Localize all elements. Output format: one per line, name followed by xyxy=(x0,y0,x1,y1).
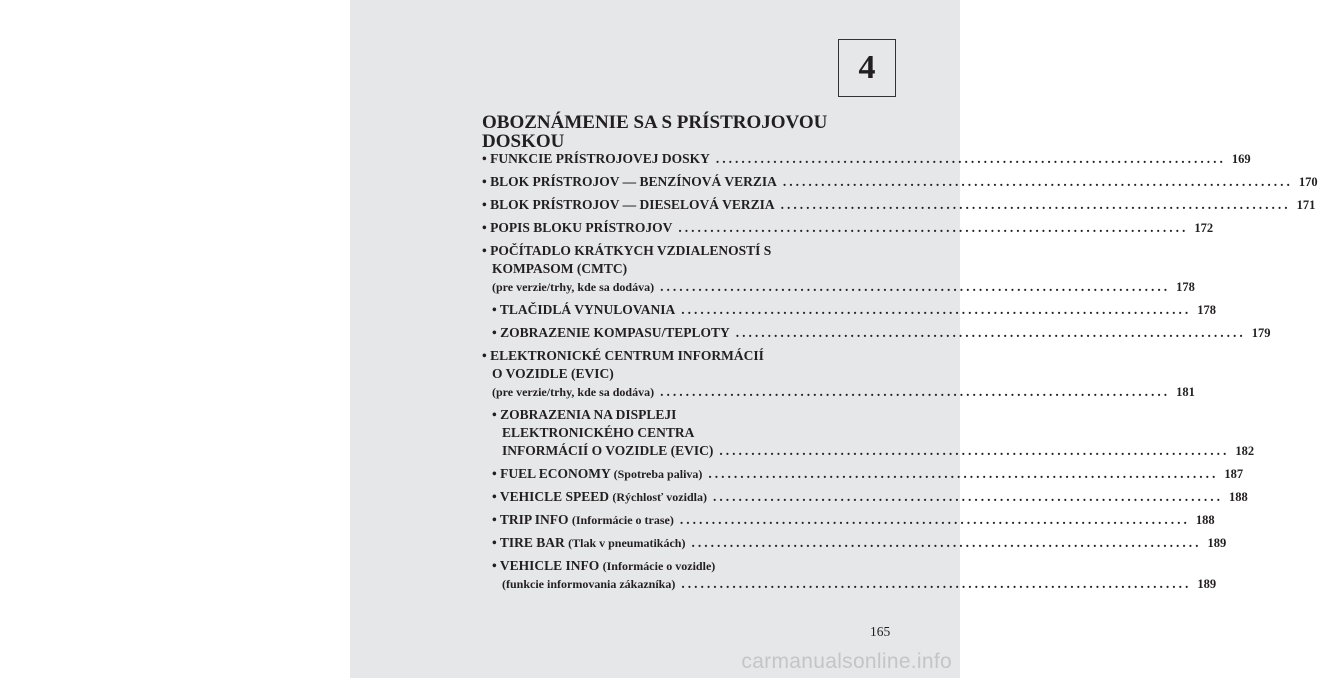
toc-leader: ................................................................................ xyxy=(660,279,1171,294)
toc-entry-title: • VEHICLE SPEED (Rýchlosť vozidla) xyxy=(492,489,707,504)
toc-entry-title: • BLOK PRÍSTROJOV — DIESELOVÁ VERZIA xyxy=(482,197,775,212)
toc-leader: ................................................................................ xyxy=(691,535,1202,550)
section-heading xyxy=(482,113,892,151)
toc-page-number: 189 xyxy=(1197,577,1217,591)
toc-leader: ................................................................................ xyxy=(660,384,1171,399)
toc-entry-note: (pre verzie/trhy, kde sa dodáva) xyxy=(492,280,655,294)
toc-entry-title: • TIRE BAR (Tlak v pneumatikách) xyxy=(492,535,686,550)
watermark: carmanualsonline.info xyxy=(741,650,952,673)
toc-page-number: 178 xyxy=(1197,303,1217,317)
toc-entry-title-line2: O VOZIDLE (EVIC) xyxy=(492,366,614,381)
toc-page-number: 172 xyxy=(1194,221,1214,235)
toc-entry-title-line2: KOMPASOM (CMTC) xyxy=(492,261,628,276)
toc-entry-note: (funkcie informovania zákazníka) xyxy=(502,577,676,591)
toc-leader: ................................................................................ xyxy=(715,151,1226,166)
toc-entry-title-line1: • ZOBRAZENIA NA DISPLEJI xyxy=(492,407,677,422)
toc-page-number: 170 xyxy=(1298,175,1318,189)
toc-page-number: 188 xyxy=(1195,513,1215,527)
toc-page-number: 187 xyxy=(1224,467,1244,481)
toc-page-number: 171 xyxy=(1296,198,1316,212)
page-number: 165 xyxy=(870,624,891,639)
toc-entry[interactable] xyxy=(482,150,1251,168)
toc-entry-title: • ZOBRAZENIE KOMPASU/TEPLOTY xyxy=(492,325,730,340)
toc-leader: ................................................................................ xyxy=(678,220,1189,235)
toc-entry-title: • TLAČIDLÁ VYNULOVANIA xyxy=(492,302,676,317)
chapter-number-box: 4 xyxy=(838,39,896,97)
section-heading-line1: OBOZNÁMENIE SA S PRÍSTROJOVOU xyxy=(482,112,828,133)
toc-leader: ................................................................................ xyxy=(681,576,1192,591)
toc-page-number: 189 xyxy=(1207,536,1227,550)
manual-page xyxy=(350,0,1318,678)
toc-leader: ................................................................................ xyxy=(679,512,1190,527)
toc-subentry[interactable] xyxy=(482,324,1271,342)
toc-page-number: 188 xyxy=(1228,490,1248,504)
toc-leader: ................................................................................ xyxy=(681,302,1192,317)
toc-subentry[interactable] xyxy=(482,301,1217,319)
toc-entry[interactable] xyxy=(482,173,1318,191)
toc-entry-title-line2: ELEKTRONICKÉHO CENTRA xyxy=(502,425,695,440)
toc-page-number: 182 xyxy=(1235,444,1255,458)
toc-page-number: 178 xyxy=(1176,280,1195,294)
table-of-contents xyxy=(482,150,1318,598)
toc-entry[interactable] xyxy=(482,242,1195,296)
toc-page-number: 169 xyxy=(1231,152,1251,166)
toc-leader: ................................................................................ xyxy=(735,325,1246,340)
toc-subentry[interactable] xyxy=(482,534,1227,552)
section-heading-line2: DOSKOU xyxy=(482,131,565,152)
toc-entry-title: • POPIS BLOKU PRÍSTROJOV xyxy=(482,220,673,235)
toc-entry-title-line1: • ELEKTRONICKÉ CENTRUM INFORMÁCIÍ xyxy=(482,348,764,363)
toc-entry[interactable] xyxy=(482,347,1195,401)
toc-entry-note: (pre verzie/trhy, kde sa dodáva) xyxy=(492,385,655,399)
toc-leader: ................................................................................ xyxy=(782,174,1293,189)
toc-subentry[interactable] xyxy=(482,488,1248,506)
toc-entry[interactable] xyxy=(482,196,1316,214)
toc-entry-title: • FUEL ECONOMY (Spotreba paliva) xyxy=(492,466,703,481)
toc-entry-title: • TRIP INFO (Informácie o trase) xyxy=(492,512,674,527)
toc-entry-title-line3: INFORMÁCIÍ O VOZIDLE (EVIC) xyxy=(502,443,714,458)
toc-subentry[interactable] xyxy=(482,465,1244,483)
toc-entry-title-line1: • VEHICLE INFO (Informácie o vozidle) xyxy=(492,558,716,573)
toc-subentry[interactable] xyxy=(482,406,1255,460)
toc-entry-title: • FUNKCIE PRÍSTROJOVEJ DOSKY xyxy=(482,151,710,166)
toc-leader: ................................................................................ xyxy=(712,489,1223,504)
toc-leader: ................................................................................ xyxy=(780,197,1291,212)
toc-entry-title-line1: • POČÍTADLO KRÁTKYCH VZDIALENOSTÍ S xyxy=(482,243,772,258)
toc-entry-title: • BLOK PRÍSTROJOV — BENZÍNOVÁ VERZIA xyxy=(482,174,777,189)
toc-entry[interactable] xyxy=(482,219,1214,237)
toc-leader: ................................................................................ xyxy=(719,443,1230,458)
toc-subentry[interactable] xyxy=(482,557,1217,593)
toc-page-number: 179 xyxy=(1251,326,1271,340)
toc-leader: ................................................................................ xyxy=(708,466,1219,481)
toc-page-number: 181 xyxy=(1176,385,1195,399)
toc-subentry[interactable] xyxy=(482,511,1215,529)
